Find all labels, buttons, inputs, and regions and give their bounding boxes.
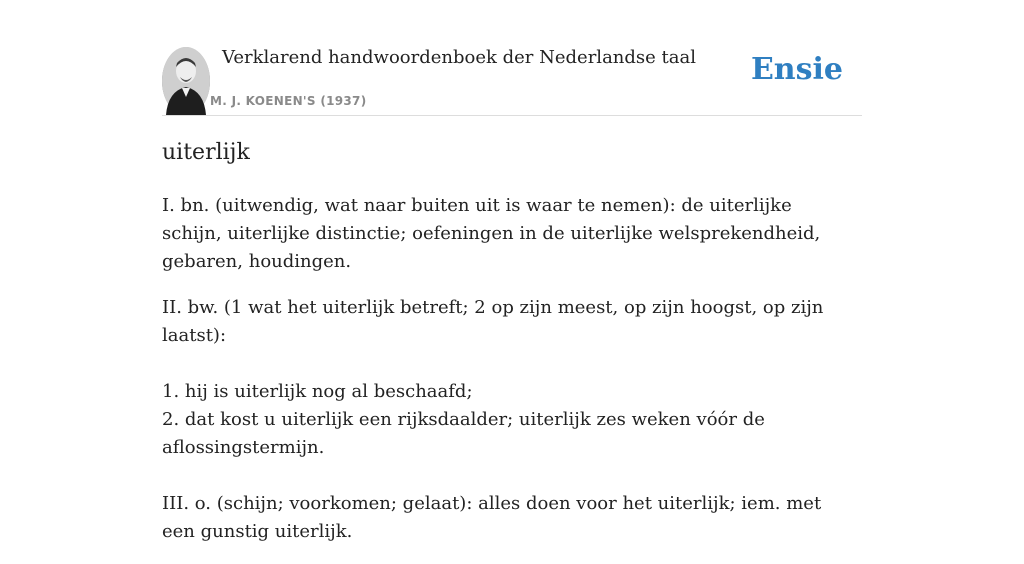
spacer <box>162 462 852 490</box>
entry-term: uiterlijk <box>162 140 250 165</box>
sense-2-intro: II. bw. (1 wat het uiterlijk betreft; 2 op zijn meest, op zijn hoogst, op zijn laatst): <box>162 297 824 346</box>
sense-2-example-2: 2. dat kost u uiterlijk een rijksdaalder; uiterlijk zes weken vóór de aflossingstermijn. <box>162 409 765 458</box>
sense-2 <box>162 294 852 546</box>
sense-3: III. o. (schijn; voorkomen; gelaat): alles doen voor het uiterlijk; iem. met een gunstig uiterlijk. <box>162 493 822 542</box>
book-title[interactable]: Verklarend handwoordenboek der Nederlandse taal <box>222 47 696 68</box>
author-byline: M. J. KOENEN'S (1937) <box>210 94 367 108</box>
brand-logo[interactable]: Ensie <box>750 52 843 87</box>
spacer <box>162 350 852 378</box>
entry-definition <box>162 192 852 564</box>
sense-2-example-1: 1. hij is uiterlijk nog al beschaafd; <box>162 381 473 402</box>
site-header <box>162 40 862 116</box>
sense-1: I. bn. (uitwendig, wat naar buiten uit is waar te nemen): de uiterlijke schijn, uiterlijke distinctie; oefeningen in de uiterlijke welsprekendheid, gebaren, houdingen. <box>162 195 821 272</box>
author-portrait-image <box>162 47 210 115</box>
author-portrait <box>162 47 210 115</box>
